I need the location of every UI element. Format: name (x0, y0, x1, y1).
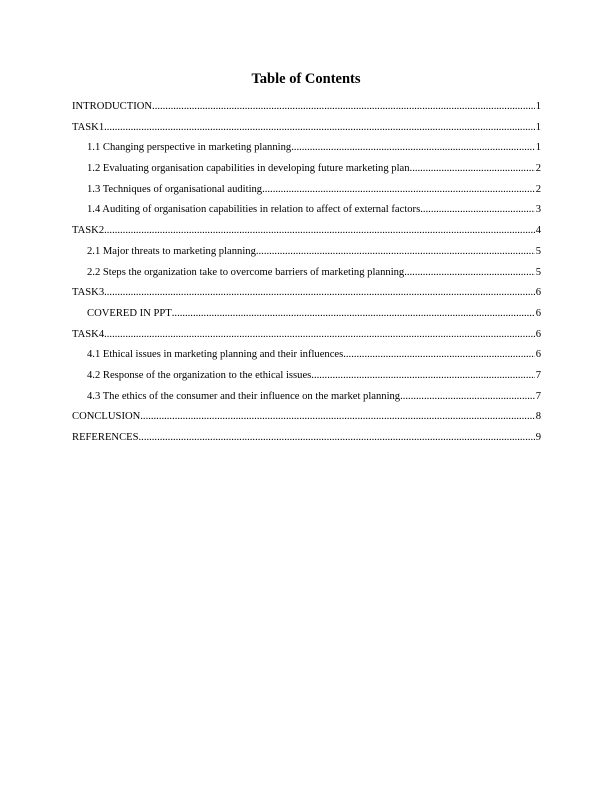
toc-entry-title[interactable]: 2.1 Major threats to marketing planning (87, 245, 256, 257)
toc-entry[interactable] (72, 287, 541, 308)
toc-page-number: 3 (535, 204, 541, 216)
dot-leader (262, 184, 535, 195)
toc-entry[interactable] (72, 184, 541, 205)
dot-leader (104, 225, 535, 236)
toc-entry-title[interactable]: TASK1 (72, 121, 105, 133)
dot-leader (140, 411, 534, 422)
toc-entry-title[interactable]: 1.3 Techniques of organisational auditing (87, 183, 263, 195)
toc-entry[interactable] (72, 225, 541, 246)
toc-page-number: 6 (535, 287, 541, 299)
dot-leader (343, 349, 534, 360)
toc-entry[interactable] (72, 308, 541, 329)
toc-page-number: 6 (535, 307, 541, 319)
toc-page-number: 4 (535, 225, 541, 237)
toc-entry[interactable] (72, 204, 541, 225)
toc-entry[interactable] (72, 122, 541, 143)
toc-page-number: 1 (535, 142, 541, 154)
dot-leader (311, 370, 534, 381)
toc-entry[interactable] (72, 101, 541, 122)
toc-entry[interactable] (72, 142, 541, 163)
toc-page-number: 2 (535, 163, 541, 175)
toc-page-number: 2 (535, 183, 541, 195)
toc-entry-title[interactable]: 4.3 The ethics of the consumer and their influence on the market planning (87, 390, 401, 402)
dot-leader (172, 308, 535, 319)
toc-entry[interactable] (72, 370, 541, 391)
toc-entry[interactable] (72, 411, 541, 432)
dot-leader (410, 163, 535, 174)
toc-page-number: 6 (535, 349, 541, 361)
toc-entry[interactable] (72, 349, 541, 370)
toc-page-number: 5 (535, 266, 541, 278)
dot-leader (139, 432, 535, 443)
toc-page-number: 1 (535, 101, 541, 112)
toc-page-number: 5 (535, 245, 541, 257)
toc-entry-title[interactable]: INTRODUCTION (72, 101, 153, 112)
toc-page-number: 7 (535, 390, 541, 402)
dot-leader (256, 246, 535, 257)
toc-entry-title[interactable]: 1.2 Evaluating organisation capabilities in developing future marketing plan (87, 163, 410, 175)
toc-page-number: 9 (535, 432, 541, 443)
toc-entry-title[interactable]: 4.2 Response of the organization to the ethical issues (87, 369, 312, 381)
dot-leader (104, 287, 535, 298)
dot-leader (104, 329, 535, 340)
toc-entry-title[interactable]: 1.1 Changing perspective in marketing planning (87, 142, 292, 154)
dot-leader (152, 101, 535, 112)
dot-leader (400, 391, 535, 402)
toc-page-number: 8 (535, 411, 541, 423)
toc-entry[interactable] (72, 246, 541, 267)
toc-entry-title[interactable]: TASK4 (72, 328, 105, 340)
toc-entry-title[interactable]: 4.1 Ethical issues in marketing planning and their influences (87, 349, 344, 361)
toc-entry[interactable] (72, 163, 541, 184)
toc-entry-title[interactable]: 2.2 Steps the organization take to overcome barriers of marketing planning (87, 266, 405, 278)
toc-entry-title[interactable]: REFERENCES (72, 432, 139, 443)
toc-entry-title[interactable]: COVERED IN PPT (87, 307, 172, 319)
toc-entry[interactable] (72, 329, 541, 350)
table-of-contents (72, 101, 541, 453)
dot-leader (104, 122, 535, 133)
dot-leader (404, 267, 534, 278)
toc-page-number: 6 (535, 328, 541, 340)
toc-entry-title[interactable]: TASK3 (72, 287, 105, 299)
toc-title: Table of Contents (251, 71, 361, 87)
toc-entry-title[interactable]: TASK2 (72, 225, 105, 237)
toc-entry-title[interactable]: 1.4 Auditing of organisation capabilities in relation to affect of external factors (87, 204, 421, 216)
toc-page-number: 7 (535, 369, 541, 381)
toc-entry-title[interactable]: CONCLUSION (72, 411, 141, 423)
toc-entry[interactable] (72, 267, 541, 288)
toc-entry[interactable] (72, 391, 541, 412)
dot-leader (420, 204, 534, 215)
dot-leader (291, 142, 535, 153)
toc-page-number: 1 (535, 121, 541, 133)
toc-entry[interactable] (72, 432, 541, 453)
